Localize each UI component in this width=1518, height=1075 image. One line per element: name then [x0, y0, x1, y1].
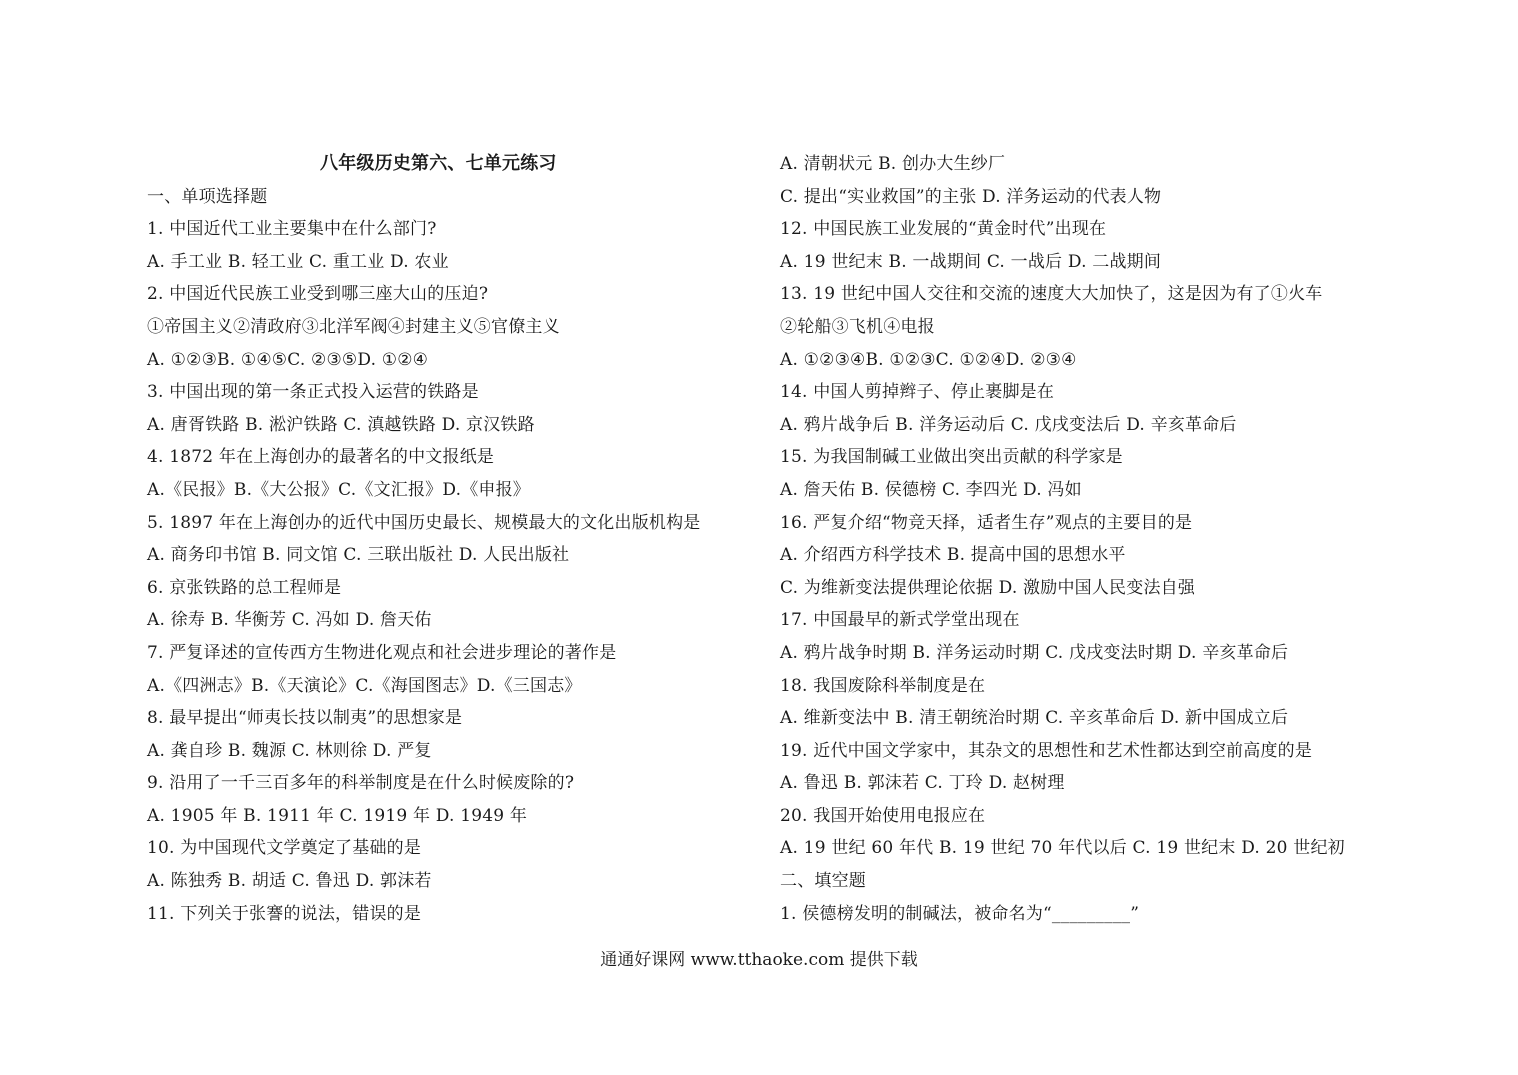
question-text: 19. 近代中国文学家中，其杂文的思想性和艺术性都达到空前高度的是 [780, 740, 1313, 761]
page-title: 八年级历史第六、七单元练习 [320, 153, 557, 174]
answer-options: A. 维新变法中 B. 清王朝统治时期 C. 辛亥革命后 D. 新中国成立后 [780, 708, 1289, 729]
question-text: 11. 下列关于张謇的说法，错误的是 [147, 903, 422, 924]
question-text: 18. 我国废除科举制度是在 [780, 675, 986, 696]
question-text: 3. 中国出现的第一条正式投入运营的铁路是 [147, 382, 479, 403]
page-footer: 通通好课网 www.tthaoke.com 提供下载 [600, 950, 918, 970]
answer-options: A. 19 世纪末 B. 一战期间 C. 一战后 D. 二战期间 [780, 251, 1162, 272]
question-text: 13. 19 世纪中国人交往和交流的速度大大加快了，这是因为有了①火车 [780, 284, 1323, 305]
question-text: 14. 中国人剪掉辫子、停止裹脚是在 [780, 382, 1055, 403]
answer-options: A. ①②③B. ①④⑤C. ②③⑤D. ①②④ [147, 349, 429, 370]
answer-options: A. 1905 年 B. 1911 年 C. 1919 年 D. 1949 年 [147, 805, 528, 826]
answer-options: A.《民报》B.《大公报》C.《文汇报》D.《申报》 [147, 479, 531, 500]
answer-options: A. 19 世纪 60 年代 B. 19 世纪 70 年代以后 C. 19 世纪末 D. 20 世纪初 [780, 838, 1345, 859]
question-text: 10. 为中国现代文学奠定了基础的是 [147, 838, 422, 859]
question-text: 12. 中国民族工业发展的“黄金时代”出现在 [780, 219, 1107, 240]
question-text: 7. 严复译述的宣传西方生物进化观点和社会进步理论的著作是 [147, 642, 617, 663]
left-column [147, 148, 757, 930]
question-text: 2. 中国近代民族工业受到哪三座大山的压迫? [147, 284, 489, 305]
question-text: 15. 为我国制碱工业做出突出贡献的科学家是 [780, 447, 1123, 468]
section-heading: 一、单项选择题 [147, 186, 268, 207]
question-text: 1. 中国近代工业主要集中在什么部门? [147, 219, 437, 240]
section-heading: 二、填空题 [780, 871, 866, 892]
question-text: 8. 最早提出“师夷长技以制夷”的思想家是 [147, 708, 463, 729]
answer-options: A. 詹天佑 B. 侯德榜 C. 李四光 D. 冯如 [780, 479, 1082, 500]
answer-options: A. 龚自珍 B. 魏源 C. 林则徐 D. 严复 [147, 740, 432, 761]
fill-blank-question: 1. 侯德榜发明的制碱法，被命名为“_________” [780, 903, 1140, 924]
question-text: 6. 京张铁路的总工程师是 [147, 577, 342, 598]
answer-options: A. 商务印书馆 B. 同文馆 C. 三联出版社 D. 人民出版社 [147, 545, 570, 566]
answer-options: A. 唐胥铁路 B. 淞沪铁路 C. 滇越铁路 D. 京汉铁路 [147, 414, 535, 435]
answer-options: A. 陈独秀 B. 胡适 C. 鲁迅 D. 郭沫若 [147, 871, 432, 892]
question-text: ②轮船③飞机④电报 [780, 316, 935, 337]
answer-options: A. ①②③④B. ①②③C. ①②④D. ②③④ [780, 349, 1077, 370]
question-text: 9. 沿用了一千三百多年的科举制度是在什么时候废除的? [147, 773, 575, 794]
question-text: 17. 中国最早的新式学堂出现在 [780, 610, 1020, 631]
question-text: 20. 我国开始使用电报应在 [780, 805, 986, 826]
answer-options: C. 提出“实业救国”的主张 D. 洋务运动的代表人物 [780, 186, 1162, 207]
question-text: 4. 1872 年在上海创办的最著名的中文报纸是 [147, 447, 495, 468]
question-text: ①帝国主义②清政府③北洋军阀④封建主义⑤官僚主义 [147, 316, 560, 337]
answer-options: A. 手工业 B. 轻工业 C. 重工业 D. 农业 [147, 251, 449, 272]
question-text: 5. 1897 年在上海创办的近代中国历史最长、规模最大的文化出版机构是 [147, 512, 701, 533]
right-column [780, 148, 1420, 930]
answer-options: A. 鸦片战争时期 B. 洋务运动时期 C. 戊戌变法时期 D. 辛亥革命后 [780, 642, 1289, 663]
answer-options: C. 为维新变法提供理论依据 D. 激励中国人民变法自强 [780, 577, 1196, 598]
answer-options: A. 徐寿 B. 华衡芳 C. 冯如 D. 詹天佑 [147, 610, 432, 631]
answer-options: A.《四洲志》B.《天演论》C.《海国图志》D.《三国志》 [147, 675, 582, 696]
answer-options: A. 鲁迅 B. 郭沫若 C. 丁玲 D. 赵树理 [780, 773, 1065, 794]
answer-options: A. 介绍西方科学技术 B. 提高中国的思想水平 [780, 545, 1126, 566]
question-text: 16. 严复介绍“物竞天择，适者生存”观点的主要目的是 [780, 512, 1193, 533]
answer-options: A. 清朝状元 B. 创办大生纱厂 [780, 154, 1006, 174]
answer-options: A. 鸦片战争后 B. 洋务运动后 C. 戊戌变法后 D. 辛亥革命后 [780, 414, 1237, 435]
